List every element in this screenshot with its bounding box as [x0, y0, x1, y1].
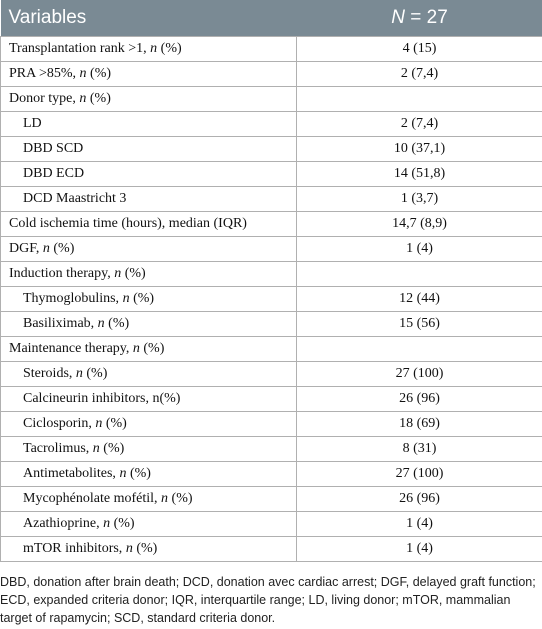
row-label — [1, 212, 297, 237]
row-label-italic: n — [119, 466, 127, 481]
row-value: 4 (15) — [297, 37, 542, 62]
header-n-value: = 27 — [404, 7, 448, 28]
row-label-suffix: (%) — [129, 291, 155, 306]
row-label — [1, 37, 297, 62]
row-label-suffix: (%) — [157, 41, 182, 56]
row-label-suffix: (%) — [168, 491, 193, 506]
table-row — [1, 137, 542, 162]
row-label-text: mTOR inhibitors, — [23, 541, 126, 556]
row-label-text: DGF, — [9, 241, 43, 256]
row-value: 2 (7,4) — [297, 112, 542, 137]
table-row — [1, 87, 542, 112]
row-label-text: Mycophénolate mofétil, — [23, 491, 162, 506]
row-value: 14,7 (8,9) — [297, 212, 542, 237]
row-label-italic: n — [132, 341, 140, 356]
table-row — [1, 62, 542, 87]
row-label — [1, 512, 297, 537]
row-value: 2 (7,4) — [297, 62, 542, 87]
row-value: 1 (3,7) — [297, 187, 542, 212]
table-row — [1, 462, 542, 487]
row-label-text: Azathioprine, — [23, 516, 104, 531]
row-label-italic: n — [122, 291, 130, 306]
row-label — [1, 287, 297, 312]
row-label-italic: n — [95, 416, 103, 431]
row-value — [297, 337, 542, 362]
row-label — [1, 187, 297, 212]
table-row — [1, 487, 542, 512]
table-row — [1, 512, 542, 537]
row-label-text: Transplantation rank >1, — [9, 41, 151, 56]
row-label-italic: n — [79, 66, 87, 81]
table-row — [1, 237, 542, 262]
table-footnote: DBD, donation after brain death; DCD, donation avec cardiac arrest; DGF, delayed graft function; ECD, expanded criteria donor; IQR, interquartile range; LD, living donor; mTOR, mammalian target of rapamycin; SCD, standard criteria donor. — [0, 575, 536, 625]
table-row — [1, 537, 542, 562]
row-label-italic: n — [79, 91, 87, 106]
table-row — [1, 362, 542, 387]
row-value: 18 (69) — [297, 412, 542, 437]
row-value: 1 (4) — [297, 537, 542, 562]
row-label — [1, 462, 297, 487]
row-label-text: Cold ischemia time (hours), median (IQR) — [9, 216, 247, 231]
row-label-text: Induction therapy, — [9, 266, 115, 281]
table-row — [1, 187, 542, 212]
row-label-text: DBD ECD — [23, 166, 85, 181]
row-label-suffix: (%) — [110, 516, 135, 531]
row-label-suffix: (%) — [86, 91, 111, 106]
table-row — [1, 387, 542, 412]
row-label-text: PRA >85%, — [9, 66, 80, 81]
row-label-italic: n — [161, 491, 169, 506]
row-value: 26 (96) — [297, 487, 542, 512]
row-label — [1, 487, 297, 512]
row-label-text: Basiliximab, — [23, 316, 98, 331]
table-row — [1, 312, 542, 337]
row-label-suffix: (%) — [104, 316, 130, 331]
row-label-suffix: (%) — [82, 366, 108, 381]
row-value: 8 (31) — [297, 437, 542, 462]
row-label-text: Tacrolimus, — [23, 441, 93, 456]
row-label-suffix: (%) — [99, 441, 125, 456]
table-row — [1, 337, 542, 362]
row-value: 1 (4) — [297, 512, 542, 537]
row-value — [297, 262, 542, 287]
row-label — [1, 137, 297, 162]
table-row — [1, 37, 542, 62]
row-label-suffix: (%) — [121, 266, 146, 281]
row-label-text: DCD Maastricht 3 — [23, 191, 127, 206]
row-label-text: Calcineurin inhibitors, n(%) — [23, 391, 181, 406]
row-label — [1, 112, 297, 137]
row-value: 1 (4) — [297, 237, 542, 262]
row-label-italic: n — [42, 241, 50, 256]
header-variables: Variables — [1, 0, 297, 37]
row-label-text: LD — [23, 116, 42, 131]
row-value: 12 (44) — [297, 287, 542, 312]
row-label-italic: n — [92, 441, 100, 456]
row-value: 27 (100) — [297, 462, 542, 487]
table-row — [1, 412, 542, 437]
row-label — [1, 87, 297, 112]
row-label-suffix: (%) — [49, 241, 75, 256]
table-row — [1, 262, 542, 287]
table-row — [1, 212, 542, 237]
row-label — [1, 437, 297, 462]
row-value: 26 (96) — [297, 387, 542, 412]
row-label-italic: n — [75, 366, 83, 381]
row-label-italic: n — [150, 41, 158, 56]
row-label-suffix: (%) — [86, 66, 112, 81]
row-label — [1, 162, 297, 187]
table-row — [1, 437, 542, 462]
header-n-label: N — [391, 7, 405, 28]
row-label-text: Antimetabolites, — [23, 466, 120, 481]
table-row — [1, 162, 542, 187]
row-label-suffix: (%) — [102, 416, 127, 431]
row-value — [297, 87, 542, 112]
row-label — [1, 537, 297, 562]
row-label-text: Thymoglobulins, — [23, 291, 123, 306]
row-value: 14 (51,8) — [297, 162, 542, 187]
row-value: 10 (37,1) — [297, 137, 542, 162]
row-label-italic: n — [114, 266, 122, 281]
header-row — [1, 0, 542, 37]
row-label-suffix: (%) — [126, 466, 151, 481]
row-value: 27 (100) — [297, 362, 542, 387]
row-label-italic: n — [103, 516, 111, 531]
row-label-suffix: (%) — [132, 541, 158, 556]
row-label-text: DBD SCD — [23, 141, 84, 156]
table-row — [1, 287, 542, 312]
row-label — [1, 362, 297, 387]
header-n — [297, 0, 542, 37]
row-label — [1, 312, 297, 337]
row-label-text: Maintenance therapy, — [9, 341, 133, 356]
row-label — [1, 337, 297, 362]
row-label — [1, 237, 297, 262]
row-value: 15 (56) — [297, 312, 542, 337]
row-label-text: Donor type, — [9, 91, 80, 106]
row-label — [1, 387, 297, 412]
row-label — [1, 262, 297, 287]
row-label-italic: n — [125, 541, 133, 556]
row-label — [1, 412, 297, 437]
table-row — [1, 112, 542, 137]
row-label-text: Steroids, — [23, 366, 76, 381]
row-label-italic: n — [97, 316, 105, 331]
row-label — [1, 62, 297, 87]
row-label-suffix: (%) — [139, 341, 165, 356]
row-label-text: Ciclosporin, — [23, 416, 96, 431]
